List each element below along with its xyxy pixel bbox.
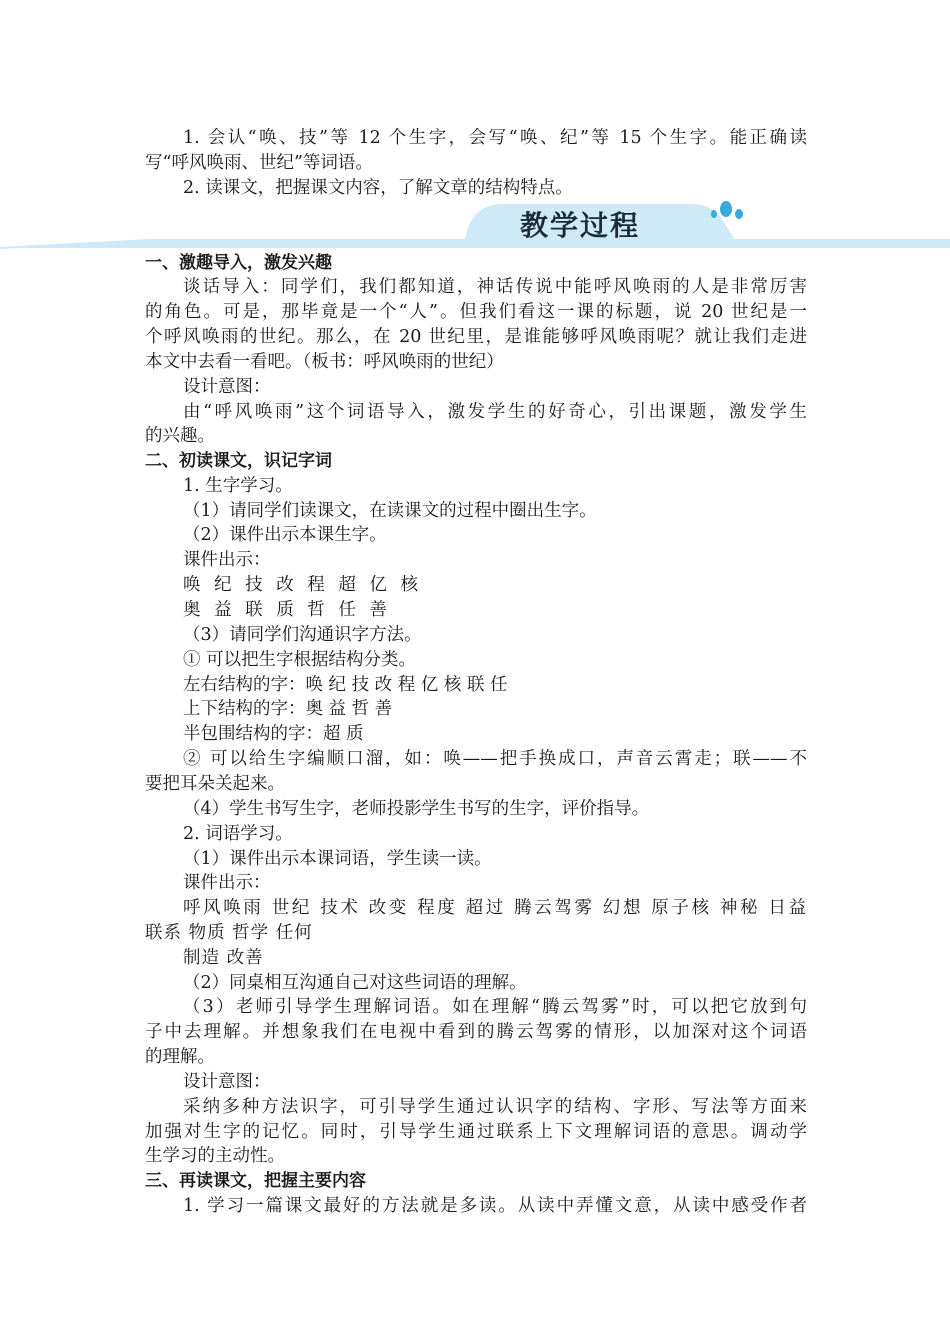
section1-para-line: 个呼风唤雨的世纪。那么，在 20 世纪里，是谁能够呼风唤雨呢？就让我们走进 — [145, 327, 807, 347]
structure-top-bottom: 上下结构的字：奥 益 哲 善 — [183, 699, 393, 719]
vocabulary-row: 呼风唤雨 世纪 技术 改变 程度 超过 腾云驾雾 幻想 原子核 神秘 日益 — [183, 898, 807, 918]
step-text: （3）请同学们沟通识字方法。 — [183, 625, 422, 645]
new-characters-row: 唤 纪 技 改 程 超 亿 核 — [183, 575, 422, 595]
design-intent-text: 加强对生字的记忆。同时，引导学生通过联系上下文理解词语的意思。调动学 — [145, 1122, 807, 1142]
design-intent-text: 采纳多种方法识字，可引导学生通过认识字的结构、字形、写法等方面来 — [183, 1097, 807, 1117]
design-intent-text: 的兴趣。 — [145, 426, 215, 446]
section2-heading: 二、初读课文，识记字词 — [145, 451, 332, 471]
step-text: 的理解。 — [145, 1047, 215, 1067]
section3-heading: 三、再读课文，把握主要内容 — [145, 1171, 366, 1191]
vocabulary-row: 联系 物质 哲学 任何 — [145, 923, 313, 943]
step-text: （3）老师引导学生理解词语。如在理解“腾云驾雾”时，可以把它放到句 — [183, 997, 807, 1017]
banner-shape — [0, 196, 950, 252]
new-characters-row: 奥 益 联 质 哲 任 善 — [183, 600, 391, 620]
design-intent-label: 设计意图： — [183, 1072, 271, 1092]
section3-para-line: 1. 学习一篇课文最好的方法就是多读。从读中弄懂文意，从读中感受作者 — [183, 1196, 807, 1216]
section1-para-line: 谈话导入：同学们，我们都知道，神话传说中能呼风唤雨的人是非常厉害 — [183, 277, 807, 297]
structure-left-right: 左右结构的字：唤 纪 技 改 程 亿 核 联 任 — [183, 675, 508, 695]
objective-1: 1. 会认“唤、技”等 12 个生字，会写“唤、纪”等 15 个生字。能正确读 — [183, 128, 807, 148]
water-drop-icon — [706, 196, 746, 236]
courseware-label: 课件出示： — [183, 873, 271, 893]
method-text: ① 可以把生字根据结构分类。 — [183, 650, 417, 670]
step-text: 2. 词语学习。 — [183, 824, 293, 844]
section1-para-line: 的角色。可是，那毕竟是一个“人”。但我们看这一课的标题，说 20 世纪是一 — [145, 302, 807, 322]
step-text: 子中去理解。并想象我们在电视中看到的腾云驾雾的情形，以加深对这个词语 — [145, 1022, 807, 1042]
step-text: （2）课件出示本课生字。 — [183, 525, 387, 545]
design-intent-label: 设计意图： — [183, 377, 271, 397]
method-text: 要把耳朵关起来。 — [145, 774, 285, 794]
section1-heading: 一、激趣导入，激发兴趣 — [145, 253, 332, 273]
vocabulary-row: 制造 改善 — [183, 948, 264, 968]
courseware-label: 课件出示： — [183, 550, 271, 570]
design-intent-text: 由“呼风唤雨”这个词语导入，激发学生的好奇心，引出课题，激发学生 — [183, 402, 807, 422]
banner-title: 教学过程 — [519, 209, 640, 242]
step-text: （2）同桌相互沟通自己对这些词语的理解。 — [183, 973, 527, 993]
section-banner — [0, 196, 950, 252]
step-text: （1）课件出示本课词语，学生读一读。 — [183, 849, 492, 869]
method-text: ② 可以给生字编顺口溜，如：唤——把手换成口，声音云霄走；联——不 — [183, 749, 807, 769]
step-text: 1. 生字学习。 — [183, 476, 293, 496]
step-text: （1）请同学们读课文，在读课文的过程中圈出生字。 — [183, 501, 597, 521]
objective-2: 2. 读课文，把握课文内容，了解文章的结构特点。 — [183, 178, 573, 198]
objective-1-cont: 写“呼风唤雨、世纪”等词语。 — [145, 153, 373, 173]
design-intent-text: 生学习的主动性。 — [145, 1146, 285, 1166]
section1-para-line: 本文中去看一看吧。（板书：呼风唤雨的世纪） — [145, 352, 504, 372]
structure-half-enclosed: 半包围结构的字：超 质 — [183, 724, 364, 744]
step-text: （4）学生书写生字，老师投影学生书写的生字，评价指导。 — [183, 799, 650, 819]
